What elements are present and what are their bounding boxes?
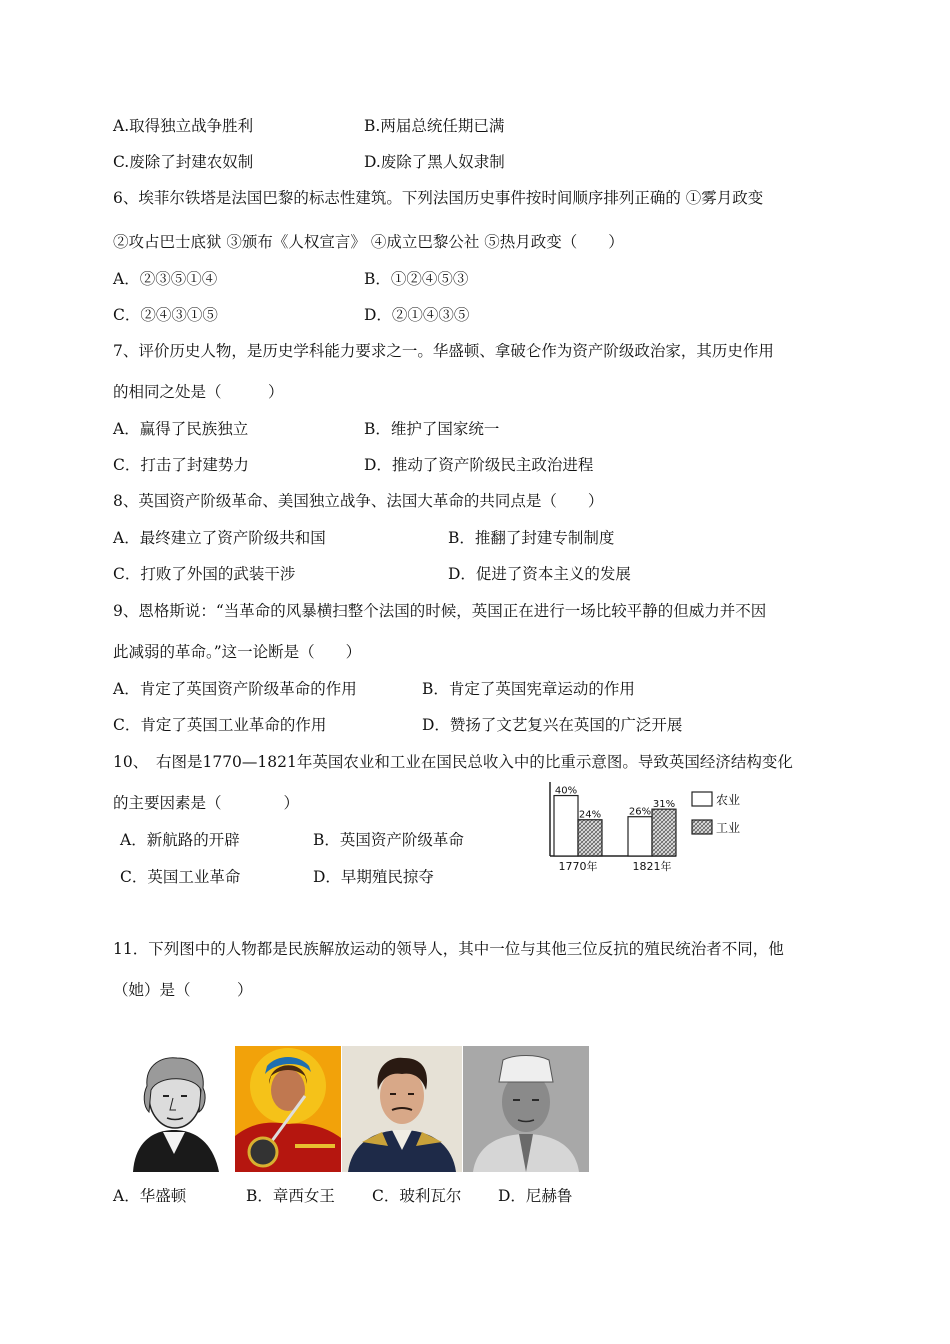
- legend-swatch-农业: [692, 792, 712, 806]
- x-tick-1770年: 1770年: [558, 860, 598, 873]
- q8-stem: 8、英国资产阶级革命、美国独立战争、法国大革命的共同点是（ ）: [113, 492, 604, 510]
- q8-option-a: A．最终建立了资产阶级共和国: [113, 529, 326, 547]
- q7-stem-line2: 的相同之处是（ ）: [113, 383, 284, 401]
- q10-option-c: C．英国工业革命: [120, 868, 241, 886]
- portrait-washington: [115, 1046, 233, 1172]
- q10-option-b: B．英国资产阶级革命: [313, 831, 464, 849]
- bar-农业-1821年: [628, 817, 652, 856]
- legend-label-工业: 工业: [716, 821, 741, 835]
- q9-option-a: A．肯定了英国资产阶级革命的作用: [113, 680, 357, 698]
- legend-label-农业: 农业: [716, 793, 741, 807]
- portrait-bolivar: [342, 1046, 462, 1172]
- bar-工业-1821年: [652, 809, 676, 856]
- agri-industry-bar-chart: [548, 780, 748, 880]
- q10-option-a: A．新航路的开辟: [120, 831, 240, 849]
- q6-option-d: D．②①④③⑤: [364, 306, 470, 324]
- bar-label-工业-1770年: 24%: [578, 809, 602, 821]
- legend-swatch-工业: [692, 820, 712, 834]
- portrait-rani-of-jhansi: [235, 1046, 341, 1172]
- q7-stem-line1: 7、评价历史人物，是历史学科能力要求之一。华盛顿、拿破仑作为资产阶级政治家，其历史作用: [113, 342, 774, 360]
- q6-option-a: A．②③⑤①④: [113, 270, 218, 288]
- q9-option-c: C．肯定了英国工业革命的作用: [113, 716, 327, 734]
- q11-option-d: D．尼赫鲁: [498, 1187, 573, 1205]
- q6-option-b: B．①②④⑤③: [364, 270, 469, 288]
- q5-option-b: B.两届总统任期已满: [364, 117, 505, 135]
- q7-option-a: A．赢得了民族独立: [113, 420, 249, 438]
- bar-工业-1770年: [578, 820, 602, 856]
- q7-option-c: C．打击了封建势力: [113, 456, 249, 474]
- q6-stem-line1: 6、埃菲尔铁塔是法国巴黎的标志性建筑。下列法国历史事件按时间顺序排列正确的 ①雾月政变: [113, 189, 764, 207]
- bar-label-农业-1821年: 26%: [628, 806, 652, 818]
- q8-option-c: C．打败了外国的武装干涉: [113, 565, 296, 583]
- q11-option-a: A．华盛顿: [113, 1187, 187, 1205]
- q9-stem-line2: 此减弱的革命。”这一论断是（ ）: [113, 643, 362, 661]
- q7-option-d: D．推动了资产阶级民主政治进程: [364, 456, 594, 474]
- q9-option-d: D．赞扬了文艺复兴在英国的广泛开展: [422, 716, 683, 734]
- q9-stem-line1: 9、恩格斯说：“当革命的风暴横扫整个法国的时候，英国正在进行一场比较平静的但威力并不因: [113, 602, 767, 620]
- q10-stem-line1: 10、 右图是1770—1821年英国农业和工业在国民总收入中的比重示意图。导致英国经济结构变化: [113, 753, 793, 771]
- q6-stem-line2: ②攻占巴士底狱 ③颁布《人权宣言》 ④成立巴黎公社 ⑤热月政变（ ）: [113, 233, 624, 251]
- q10-option-d: D．早期殖民掠夺: [313, 868, 434, 886]
- q9-option-b: B．肯定了英国宪章运动的作用: [422, 680, 635, 698]
- q5-option-d: D.废除了黑人奴隶制: [364, 153, 505, 171]
- q11-option-c: C．玻利瓦尔: [372, 1187, 462, 1205]
- bar-label-工业-1821年: 31%: [652, 799, 676, 811]
- q10-stem-line2: 的主要因素是（ ）: [113, 794, 300, 812]
- q8-option-b: B．推翻了封建专制制度: [448, 529, 615, 547]
- portrait-nehru: [463, 1046, 589, 1172]
- x-tick-1821年: 1821年: [632, 860, 672, 873]
- q11-stem-line1: 11．下列图中的人物都是民族解放运动的领导人，其中一位与其他三位反抗的殖民统治者不同，他: [113, 940, 784, 958]
- q6-option-c: C．②④③①⑤: [113, 306, 218, 324]
- q11-option-b: B．章西女王: [246, 1187, 335, 1205]
- bar-label-农业-1770年: 40%: [554, 785, 578, 797]
- q7-option-b: B．维护了国家统一: [364, 420, 500, 438]
- q11-stem-line2: （她）是（ ）: [113, 981, 253, 999]
- q5-option-a: A.取得独立战争胜利: [113, 117, 254, 135]
- q5-option-c: C.废除了封建农奴制: [113, 153, 254, 171]
- q8-option-d: D．促进了资本主义的发展: [448, 565, 631, 583]
- bar-农业-1770年: [554, 796, 578, 856]
